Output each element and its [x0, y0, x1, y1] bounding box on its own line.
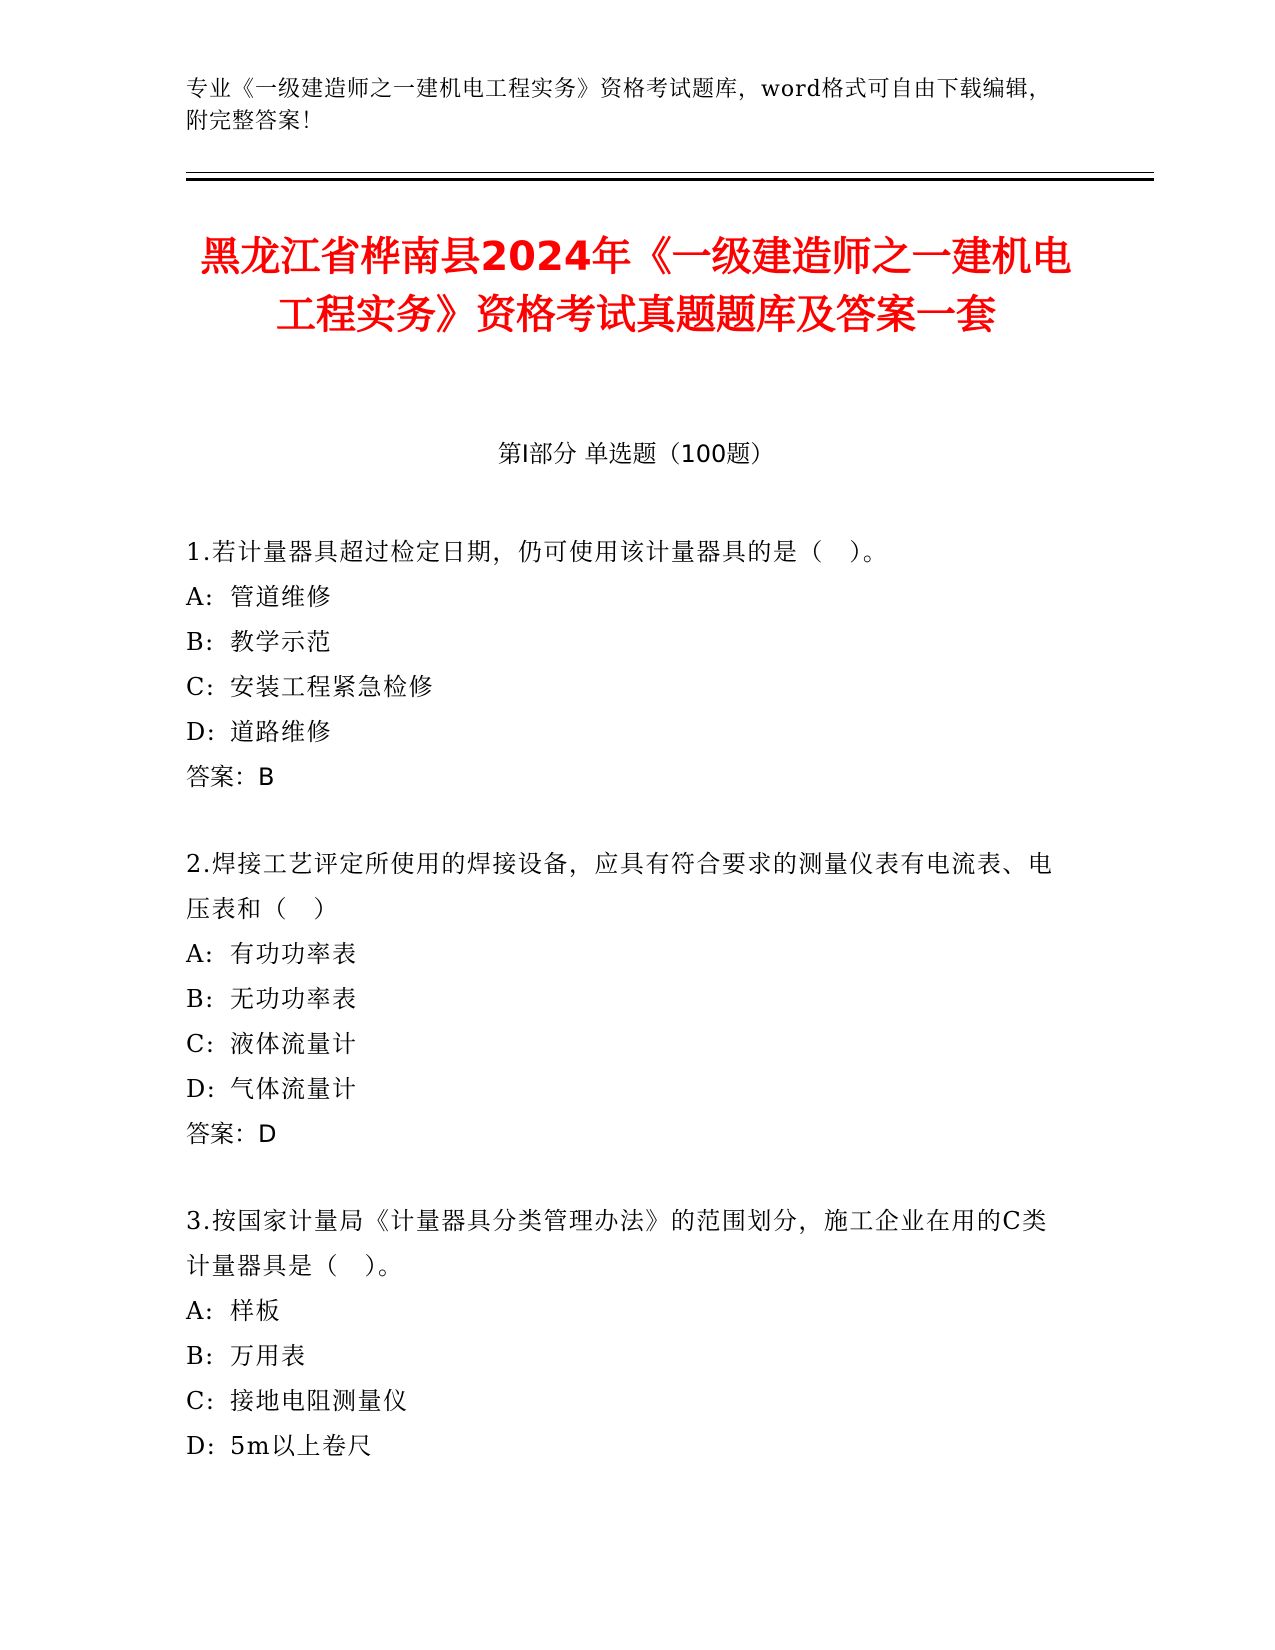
option-text: 液体流量计	[230, 1030, 358, 1058]
option-text: 样板	[230, 1297, 281, 1325]
question-2	[186, 842, 1066, 1157]
option-b	[186, 1334, 1066, 1379]
answer-prefix: 答案：	[186, 1120, 258, 1148]
header-rule-thin	[186, 172, 1154, 173]
option-a	[186, 575, 1066, 620]
option-letter: C:	[186, 673, 216, 701]
option-letter: B:	[186, 1342, 215, 1370]
answer-value: B	[258, 763, 275, 791]
question-3	[186, 1199, 1066, 1469]
answer-line	[186, 755, 1066, 800]
option-c	[186, 665, 1066, 710]
question-stem: 1.若计量器具超过检定日期，仍可使用该计量器具的是（ ）。	[186, 538, 889, 566]
option-text: 教学示范	[230, 628, 332, 656]
option-text: 万用表	[230, 1342, 307, 1370]
option-a	[186, 932, 1066, 977]
option-a	[186, 1289, 1066, 1334]
option-text: 无功功率表	[230, 985, 358, 1013]
answer-prefix: 答案：	[186, 763, 258, 791]
option-b	[186, 977, 1066, 1022]
document-title: 黑龙江省桦南县2024年《一级建造师之一建机电工程实务》资格考试真题题库及答案一套	[200, 234, 1072, 338]
option-letter: A:	[186, 940, 215, 968]
question-stem: 2.焊接工艺评定所使用的焊接设备，应具有符合要求的测量仪表有电流表、电压表和（ ）	[186, 850, 1054, 923]
option-text: 管道维修	[230, 583, 332, 611]
option-b	[186, 620, 1066, 665]
option-d	[186, 1067, 1066, 1112]
option-text: 接地电阻测量仪	[230, 1387, 409, 1415]
answer-value: D	[258, 1120, 277, 1148]
header-note: 专业《一级建造师之一建机电工程实务》资格考试题库，word格式可自由下载编辑，附完整答案！	[186, 77, 1052, 134]
option-letter: D:	[186, 718, 217, 746]
option-d	[186, 710, 1066, 755]
question-1	[186, 530, 1066, 800]
section-heading: 第I部分 单选题（100题）	[497, 440, 775, 468]
option-letter: D:	[186, 1075, 217, 1103]
option-text: 安装工程紧急检修	[230, 673, 434, 701]
question-list	[186, 530, 1066, 1511]
option-d	[186, 1424, 1066, 1469]
option-letter: B:	[186, 628, 215, 656]
option-text: 5m以上卷尺	[230, 1432, 374, 1460]
option-letter: D:	[186, 1432, 217, 1460]
option-text: 有功功率表	[230, 940, 358, 968]
question-stem: 3.按国家计量局《计量器具分类管理办法》的范围划分，施工企业在用的C类计量器具是（ ）。	[186, 1207, 1048, 1280]
answer-line	[186, 1112, 1066, 1157]
header-rule-thick	[186, 178, 1154, 181]
option-c	[186, 1379, 1066, 1424]
option-text: 气体流量计	[230, 1075, 358, 1103]
option-letter: A:	[186, 1297, 215, 1325]
option-letter: C:	[186, 1387, 216, 1415]
option-letter: A:	[186, 583, 215, 611]
option-letter: B:	[186, 985, 215, 1013]
option-text: 道路维修	[230, 718, 332, 746]
option-c	[186, 1022, 1066, 1067]
option-letter: C:	[186, 1030, 216, 1058]
